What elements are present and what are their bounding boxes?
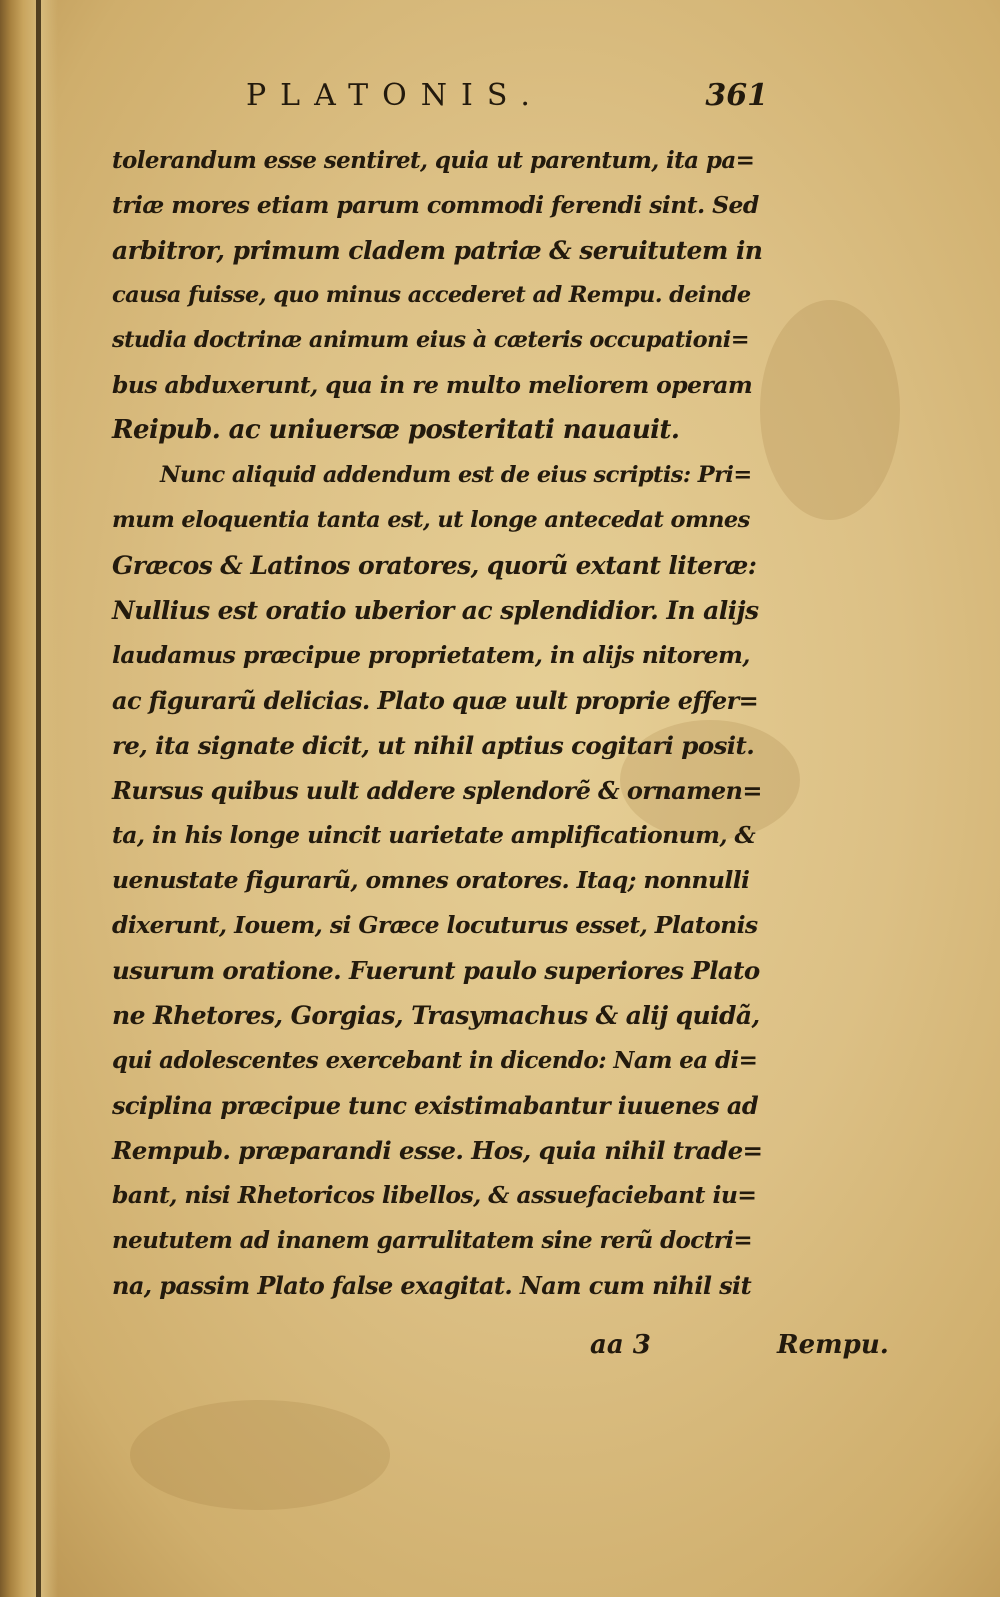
text-line: Rempub. præparandi esse. Hos, quia nihil trade= [112, 1136, 763, 1165]
page-number: 361 [705, 78, 768, 113]
text-line: bus abduxerunt, qua in re multo meliorem operam [112, 371, 753, 399]
text-line: mum eloquentia tanta est, ut longe antecedat omnes [112, 507, 750, 533]
text-line: bant, nisi Rhetoricos libellos, & assuefaciebant iu= [112, 1181, 757, 1209]
text-line: Reipub. ac uniuersæ posteritati nauauit. [112, 415, 680, 445]
text-line: arbitror, primum cladem patriæ & seruitutem in [112, 236, 763, 265]
text-line: sciplina præcipue tunc existimabantur iuuenes ad [112, 1091, 759, 1120]
text-line: tolerandum esse sentiret, quia ut parentum, ita pa= [112, 147, 755, 174]
text-line: studia doctrinæ animum eius à cæteris occupationi= [112, 327, 749, 353]
text-line: Græcos & Latinos oratores, quorũ extant literæ: [112, 551, 757, 580]
binding-edge [36, 0, 41, 1597]
text-line: neututem ad inanem garrulitatem sine rerũ doctri= [112, 1227, 753, 1254]
text-line: Rursus quibus uult addere splendorẽ & ornamen= [112, 776, 762, 805]
text-line: laudamus præcipue proprietatem, in alijs nitorem, [112, 641, 750, 669]
text-line: causa fuisse, quo minus accederet ad Rempu. deinde [112, 282, 751, 308]
text-line: ac figurarũ delicias. Plato quæ uult proprie effer= [112, 686, 759, 715]
text-line: ne Rhetores, Gorgias, Trasymachus & alij quidã, [112, 1001, 760, 1030]
text-line: ta, in his longe uincit uarietate amplificationum, & [112, 821, 756, 849]
paper-stain [760, 300, 900, 520]
text-line: dixerunt, Iouem, si Græce locuturus esset, Platonis [112, 911, 758, 939]
catchword: Rempu. [777, 1330, 889, 1360]
text-line: na, passim Plato false exagitat. Nam cum nihil sit [112, 1271, 752, 1300]
text-line: triæ mores etiam parum commodi ferendi sint. Sed [112, 191, 759, 219]
paper-stain [130, 1400, 390, 1510]
body-text [112, 138, 889, 1360]
signature-mark: aa 3 [590, 1330, 651, 1360]
running-title: PLATONIS. [246, 78, 544, 113]
text-line: re, ita signate dicit, ut nihil aptius cogitari posit. [112, 731, 755, 760]
text-line: usurum oratione. Fuerunt paulo superiores Plato [112, 956, 760, 985]
binding-gutter [0, 0, 58, 1597]
text-line: qui adolescentes exercebant in dicendo: Nam ea di= [112, 1047, 758, 1074]
running-header [118, 78, 768, 118]
text-line: Nullius est oratio uberior ac splendidior. In alijs [112, 596, 759, 625]
text-line: uenustate figurarũ, omnes oratores. Itaq; nonnulli [112, 866, 750, 894]
text-line: Nunc aliquid addendum est de eius scriptis: Pri= [160, 462, 752, 488]
